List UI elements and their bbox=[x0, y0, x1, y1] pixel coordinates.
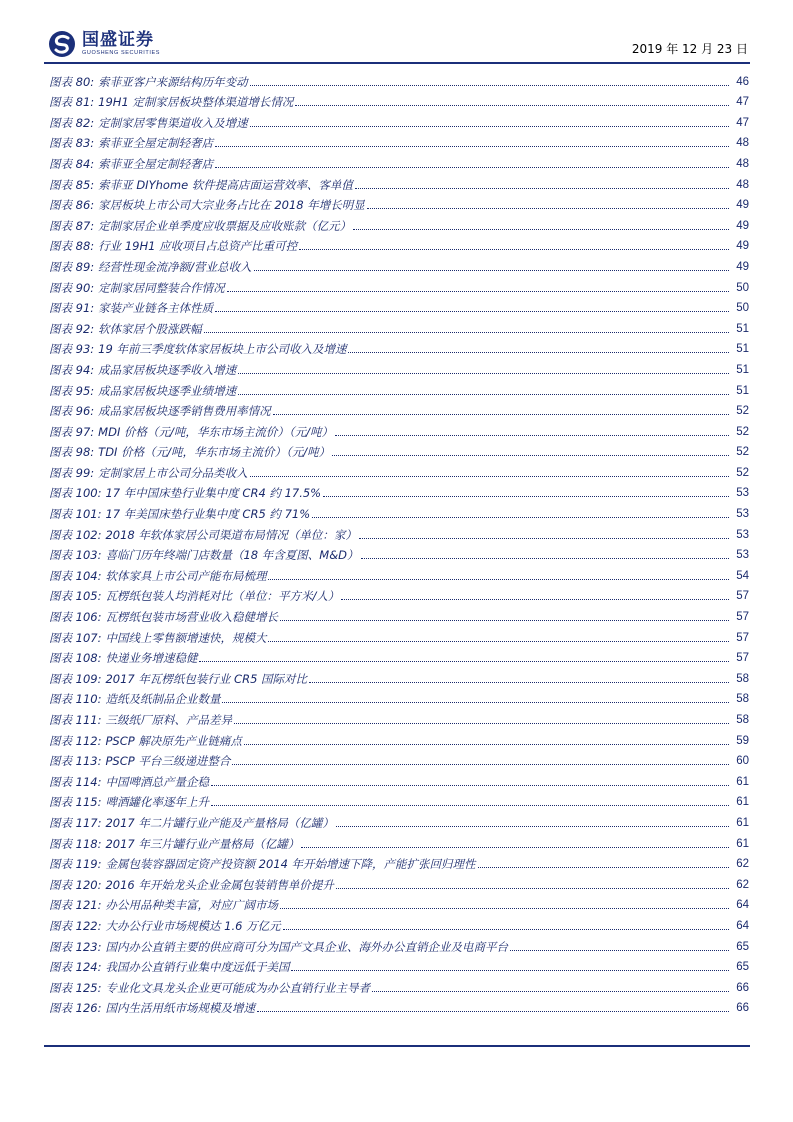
figure-label: 图表 120: bbox=[49, 877, 102, 892]
dot-leader bbox=[254, 270, 729, 271]
page-number[interactable]: 52 bbox=[736, 466, 749, 479]
figure-title[interactable]: 成品家居板块逐季业绩增速 bbox=[98, 383, 237, 398]
dot-leader bbox=[510, 950, 729, 951]
figure-title[interactable]: 快递业务增速稳健 bbox=[105, 651, 198, 666]
figure-label: 图表 85: bbox=[49, 177, 95, 192]
header-divider bbox=[44, 62, 750, 64]
toc-entry[interactable] bbox=[49, 68, 749, 89]
figure-title[interactable]: 19 年前三季度软体家居板块上市公司收入及增速 bbox=[98, 342, 347, 357]
toc-entry[interactable] bbox=[49, 809, 749, 830]
figure-title[interactable]: 中国线上零售额增速快，规模大 bbox=[105, 630, 267, 645]
figure-title[interactable]: 大办公行业市场规模达 1.6 万亿元 bbox=[105, 918, 281, 933]
toc-entry[interactable] bbox=[49, 665, 749, 686]
toc-entry[interactable] bbox=[49, 727, 749, 748]
figure-title[interactable]: 我国办公直销行业集中度远低于美国 bbox=[105, 960, 290, 975]
toc-entry[interactable] bbox=[49, 542, 749, 563]
page-number[interactable]: 51 bbox=[736, 384, 749, 397]
page-number[interactable]: 66 bbox=[736, 981, 749, 994]
toc-entry[interactable] bbox=[49, 398, 749, 419]
toc-entry[interactable] bbox=[49, 150, 749, 171]
page-number[interactable]: 57 bbox=[736, 652, 749, 665]
dot-leader bbox=[301, 847, 729, 848]
figure-title[interactable]: 17 年美国床垫行业集中度 CR5 约 71% bbox=[105, 507, 311, 522]
figure-title[interactable]: 家居板块上市公司大宗业务占比在 2018 年增长明显 bbox=[98, 198, 365, 213]
dot-leader bbox=[211, 785, 729, 786]
toc-entry[interactable] bbox=[49, 295, 749, 316]
toc-entry[interactable] bbox=[49, 624, 749, 645]
figure-label: 图表 94: bbox=[49, 362, 95, 377]
dot-leader bbox=[336, 826, 729, 827]
dot-leader bbox=[234, 723, 729, 724]
toc-entry[interactable] bbox=[49, 789, 749, 810]
figure-label: 图表 99: bbox=[49, 465, 95, 480]
dot-leader bbox=[215, 167, 729, 168]
toc-entry[interactable] bbox=[49, 645, 749, 666]
figure-title[interactable]: 专业化文具龙头企业更可能成为办公直销行业主导者 bbox=[105, 980, 370, 995]
figure-label: 图表 96: bbox=[49, 404, 95, 419]
figure-label: 图表 90: bbox=[49, 280, 95, 295]
dot-leader bbox=[359, 538, 729, 539]
toc-entry[interactable] bbox=[49, 212, 749, 233]
toc-entry[interactable] bbox=[49, 130, 749, 151]
figure-label: 图表 95: bbox=[49, 383, 95, 398]
figure-label: 图表 91: bbox=[49, 301, 95, 316]
page-number[interactable]: 59 bbox=[736, 734, 749, 747]
figure-title[interactable]: 定制家居上市公司分品类收入 bbox=[98, 465, 248, 480]
page-number[interactable]: 53 bbox=[736, 528, 749, 541]
figure-label: 图表 82: bbox=[49, 115, 95, 130]
dot-leader bbox=[295, 105, 729, 106]
toc-entry[interactable] bbox=[49, 192, 749, 213]
dot-leader bbox=[341, 599, 729, 600]
page-number[interactable]: 62 bbox=[736, 878, 749, 891]
dot-leader bbox=[238, 394, 729, 395]
figure-label: 图表 111: bbox=[49, 713, 102, 727]
page-number[interactable]: 46 bbox=[736, 75, 749, 88]
figure-label: 图表 115: bbox=[49, 795, 102, 810]
page-number[interactable]: 57 bbox=[736, 611, 749, 624]
figure-label: 图表 98: bbox=[49, 445, 95, 460]
figure-label: 图表 102: bbox=[49, 527, 102, 542]
figure-title[interactable]: 经营性现金流净额/营业总收入 bbox=[98, 259, 252, 274]
figure-label: 图表 100: bbox=[49, 486, 102, 501]
figure-label: 图表 109: bbox=[49, 671, 102, 686]
figure-label: 图表 104: bbox=[49, 568, 102, 583]
page-number[interactable]: 53 bbox=[736, 487, 749, 500]
toc-entry[interactable] bbox=[49, 418, 749, 439]
dot-leader bbox=[204, 332, 729, 333]
dot-leader bbox=[372, 991, 729, 992]
page-number[interactable]: 52 bbox=[736, 405, 749, 418]
dot-leader bbox=[361, 558, 729, 559]
figure-title[interactable]: 成品家居板块逐季销售费用率情况 bbox=[98, 404, 271, 419]
toc-entry[interactable] bbox=[49, 603, 749, 624]
toc-entry[interactable] bbox=[49, 171, 749, 192]
figure-label: 图表 119: bbox=[49, 857, 102, 872]
figure-label: 图表 88: bbox=[49, 239, 95, 254]
page-number[interactable]: 61 bbox=[736, 796, 749, 809]
figure-label: 图表 110: bbox=[49, 692, 102, 707]
dot-leader bbox=[268, 641, 729, 642]
figure-label: 图表 106: bbox=[49, 610, 102, 625]
toc-entry[interactable] bbox=[49, 500, 749, 521]
figure-label: 图表 112: bbox=[49, 733, 102, 748]
figure-title[interactable]: 软体家居个股涨跌幅 bbox=[98, 321, 202, 336]
figure-title[interactable]: 行业 19H1 应收项目占总资产比重可控 bbox=[98, 239, 298, 254]
figure-title[interactable]: 金属包装容器固定资产投资额 2014 年开始增速下降，产能扩张回归理性 bbox=[105, 857, 476, 872]
page-number[interactable]: 62 bbox=[736, 858, 749, 871]
page-number[interactable]: 57 bbox=[736, 631, 749, 644]
figure-title[interactable]: 2016 年开始龙头企业金属包装销售单价提升 bbox=[105, 877, 334, 892]
page-number[interactable]: 53 bbox=[736, 508, 749, 521]
toc-entry[interactable] bbox=[49, 974, 749, 995]
figure-label: 图表 118: bbox=[49, 836, 102, 851]
figure-label: 图表 80: bbox=[49, 74, 95, 89]
figure-title[interactable]: 索菲亚全屋定制轻奢店 bbox=[98, 136, 214, 151]
page-number[interactable]: 49 bbox=[736, 219, 749, 232]
figure-label: 图表 121: bbox=[49, 898, 102, 913]
dot-leader bbox=[312, 517, 729, 518]
figure-label: 图表 124: bbox=[49, 960, 102, 975]
page-number[interactable]: 58 bbox=[736, 693, 749, 706]
toc-entry[interactable] bbox=[49, 748, 749, 769]
dot-leader bbox=[244, 744, 729, 745]
figure-title[interactable]: 国内生活用纸市场规模及增速 bbox=[105, 1001, 255, 1016]
figure-label: 图表 107: bbox=[49, 630, 102, 645]
dot-leader bbox=[478, 867, 729, 868]
page-number[interactable]: 49 bbox=[736, 260, 749, 273]
figure-label: 图表 105: bbox=[49, 589, 102, 604]
page-number[interactable]: 58 bbox=[736, 672, 749, 685]
figure-title[interactable]: PSCP 平台三级递进整合 bbox=[105, 754, 231, 769]
dot-leader bbox=[336, 888, 729, 889]
dot-leader bbox=[280, 908, 729, 909]
toc-entry[interactable] bbox=[49, 377, 749, 398]
page-number[interactable]: 52 bbox=[736, 446, 749, 459]
toc-entry[interactable] bbox=[49, 871, 749, 892]
page-number[interactable]: 51 bbox=[736, 363, 749, 376]
page-number[interactable]: 52 bbox=[736, 425, 749, 438]
figure-label: 图表 101: bbox=[49, 507, 102, 522]
figure-label: 图表 93: bbox=[49, 342, 95, 357]
logo-chinese-name: 国盛证券 bbox=[82, 30, 154, 50]
figure-title[interactable]: 2018 年软体家居公司渠道布局情况（单位：家） bbox=[105, 527, 357, 542]
figure-table-of-contents bbox=[49, 68, 749, 1015]
figure-title[interactable]: 软体家具上市公司产能布局梳理 bbox=[105, 568, 267, 583]
page-number[interactable]: 48 bbox=[736, 157, 749, 170]
dot-leader bbox=[348, 352, 729, 353]
dot-leader bbox=[280, 620, 729, 621]
figure-title[interactable]: 瓦楞纸包装人均消耗对比（单位：平方米/人） bbox=[105, 589, 340, 604]
dot-leader bbox=[250, 476, 729, 477]
dot-leader bbox=[335, 435, 729, 436]
page-number[interactable]: 61 bbox=[736, 837, 749, 850]
page-number[interactable]: 57 bbox=[736, 590, 749, 603]
logo-english-name: GUOSHENG SECURITIES bbox=[82, 50, 161, 56]
figure-label: 图表 108: bbox=[49, 651, 102, 666]
page-number[interactable]: 58 bbox=[736, 714, 749, 726]
dot-leader bbox=[355, 188, 729, 189]
footer-divider bbox=[44, 1045, 750, 1047]
dot-leader bbox=[283, 929, 729, 930]
dot-leader bbox=[250, 126, 729, 127]
toc-entry[interactable] bbox=[49, 912, 749, 933]
toc-entry[interactable] bbox=[49, 480, 749, 501]
figure-label: 图表 81: bbox=[49, 95, 95, 110]
page-number[interactable]: 50 bbox=[736, 302, 749, 315]
figure-label: 图表 87: bbox=[49, 218, 95, 233]
toc-entry[interactable] bbox=[49, 954, 749, 975]
figure-label: 图表 103: bbox=[49, 548, 102, 563]
page-number[interactable]: 61 bbox=[736, 816, 749, 829]
figure-label: 图表 114: bbox=[49, 774, 102, 789]
page-number[interactable]: 47 bbox=[736, 116, 749, 129]
figure-title[interactable]: TDI 价格（元/吨，华东市场主流价）（元/吨） bbox=[98, 445, 331, 460]
page-number[interactable]: 49 bbox=[736, 240, 749, 253]
figure-title[interactable]: 三级纸厂原料、产品差异 bbox=[105, 713, 232, 727]
dot-leader bbox=[273, 414, 729, 415]
dot-leader bbox=[367, 208, 729, 209]
figure-title[interactable]: 2017 年二片罐行业产能及产量格局（亿罐） bbox=[105, 815, 334, 830]
dot-leader bbox=[291, 970, 729, 971]
toc-entry[interactable] bbox=[49, 706, 749, 727]
figure-title[interactable]: PSCP 解决原先产业链痛点 bbox=[105, 733, 242, 748]
dot-leader bbox=[227, 291, 729, 292]
dot-leader bbox=[250, 85, 729, 86]
page-number[interactable]: 65 bbox=[736, 940, 749, 953]
figure-label: 图表 97: bbox=[49, 424, 95, 439]
page-number[interactable]: 47 bbox=[736, 96, 749, 109]
figure-title[interactable]: 索菲亚全屋定制轻奢店 bbox=[98, 156, 214, 171]
figure-title[interactable]: 造纸及纸制品企业数量 bbox=[105, 692, 221, 707]
page-number[interactable]: 51 bbox=[736, 343, 749, 356]
dot-leader bbox=[309, 682, 729, 683]
toc-entry[interactable] bbox=[49, 768, 749, 789]
figure-title[interactable]: 瓦楞纸包装市场营业收入稳健增长 bbox=[105, 610, 278, 625]
figure-title[interactable]: 国内办公直销主要的供应商可分为国产文具企业、海外办公直销企业及电商平台 bbox=[105, 939, 508, 954]
dot-leader bbox=[222, 702, 729, 703]
toc-entry[interactable] bbox=[49, 562, 749, 583]
toc-entry[interactable] bbox=[49, 459, 749, 480]
figure-title[interactable]: 定制家居零售渠道收入及增速 bbox=[98, 115, 248, 130]
toc-entry[interactable] bbox=[49, 356, 749, 377]
toc-entry[interactable] bbox=[49, 995, 749, 1016]
figure-title[interactable]: 索菲亚 DIYhome 软件提高店面运营效率、客单值 bbox=[98, 177, 353, 192]
page-number[interactable]: 64 bbox=[736, 899, 749, 912]
toc-entry[interactable] bbox=[49, 253, 749, 274]
figure-title[interactable]: 19H1 定制家居板块整体渠道增长情况 bbox=[98, 95, 294, 110]
figure-label: 图表 86: bbox=[49, 198, 95, 213]
page-number[interactable]: 48 bbox=[736, 137, 749, 150]
toc-entry[interactable] bbox=[49, 583, 749, 604]
dot-leader bbox=[299, 249, 729, 250]
toc-entry[interactable] bbox=[49, 315, 749, 336]
toc-entry[interactable] bbox=[49, 830, 749, 851]
page-number[interactable]: 54 bbox=[736, 569, 749, 582]
figure-title[interactable]: 17 年中国床垫行业集中度 CR4 约 17.5% bbox=[105, 486, 322, 501]
figure-label: 图表 113: bbox=[49, 754, 102, 769]
dot-leader bbox=[215, 146, 729, 147]
toc-entry[interactable] bbox=[49, 89, 749, 110]
dot-leader bbox=[211, 805, 729, 806]
dot-leader bbox=[215, 311, 729, 312]
dot-leader bbox=[232, 764, 729, 765]
figure-title[interactable]: 办公用品种类丰富，对应广阔市场 bbox=[105, 898, 278, 913]
dot-leader bbox=[353, 229, 729, 230]
dot-leader bbox=[323, 496, 729, 497]
report-date: 2019 年 12 月 23 日 bbox=[631, 42, 748, 56]
figure-label: 图表 117: bbox=[49, 815, 102, 830]
figure-label: 图表 89: bbox=[49, 259, 95, 274]
figure-label: 图表 92: bbox=[49, 321, 95, 336]
toc-entry[interactable] bbox=[49, 109, 749, 130]
dot-leader bbox=[257, 1011, 729, 1012]
figure-label: 图表 125: bbox=[49, 980, 102, 995]
figure-title[interactable]: 2017 年三片罐行业产量格局（亿罐） bbox=[105, 836, 300, 851]
figure-title[interactable]: 啤酒罐化率逐年上升 bbox=[105, 795, 209, 810]
figure-title[interactable]: 索菲亚客户来源结构历年变动 bbox=[98, 74, 248, 89]
figure-title[interactable]: 成品家居板块逐季收入增速 bbox=[98, 362, 237, 377]
toc-entry[interactable] bbox=[49, 439, 749, 460]
company-logo bbox=[48, 24, 160, 64]
page-number[interactable]: 61 bbox=[736, 775, 749, 788]
figure-title[interactable]: 定制家居企业单季度应收票据及应收账款（亿元） bbox=[98, 218, 352, 233]
page-number[interactable]: 65 bbox=[736, 961, 749, 974]
toc-entry[interactable] bbox=[49, 933, 749, 954]
figure-label: 图表 126: bbox=[49, 1001, 102, 1016]
toc-entry[interactable] bbox=[49, 233, 749, 254]
page-number[interactable]: 53 bbox=[736, 549, 749, 562]
dot-leader bbox=[238, 373, 729, 374]
page-number[interactable]: 49 bbox=[736, 199, 749, 212]
figure-title[interactable]: 2017 年瓦楞纸包装行业 CR5 国际对比 bbox=[105, 671, 308, 686]
page-number[interactable]: 48 bbox=[736, 178, 749, 191]
page-header bbox=[48, 24, 748, 64]
page-number[interactable]: 50 bbox=[736, 281, 749, 294]
toc-entry[interactable] bbox=[49, 336, 749, 357]
dot-leader bbox=[332, 455, 729, 456]
page-number[interactable]: 66 bbox=[736, 1002, 749, 1015]
figure-title[interactable]: MDI 价格（元/吨，华东市场主流价）（元/吨） bbox=[98, 424, 333, 439]
dot-leader bbox=[199, 661, 729, 662]
dot-leader bbox=[268, 579, 729, 580]
figure-title[interactable]: 中国啤酒总产量企稳 bbox=[105, 774, 209, 789]
figure-title[interactable]: 家装产业链各主体性质 bbox=[98, 301, 214, 316]
toc-entry[interactable] bbox=[49, 686, 749, 707]
figure-label: 图表 83: bbox=[49, 136, 95, 151]
toc-entry[interactable] bbox=[49, 851, 749, 872]
figure-title[interactable]: 定制家居同整装合作情况 bbox=[98, 280, 225, 295]
toc-entry[interactable] bbox=[49, 274, 749, 295]
figure-label: 图表 84: bbox=[49, 156, 95, 171]
page-number[interactable]: 51 bbox=[736, 322, 749, 335]
page-number[interactable]: 60 bbox=[736, 755, 749, 768]
logo-mark-icon bbox=[48, 30, 76, 58]
toc-entry[interactable] bbox=[49, 892, 749, 913]
figure-title[interactable]: 喜临门历年终端门店数量（18 年含夏图、M&D） bbox=[105, 548, 359, 563]
figure-label: 图表 122: bbox=[49, 918, 102, 933]
page-number[interactable]: 64 bbox=[736, 919, 749, 932]
toc-entry[interactable] bbox=[49, 521, 749, 542]
figure-label: 图表 123: bbox=[49, 939, 102, 954]
